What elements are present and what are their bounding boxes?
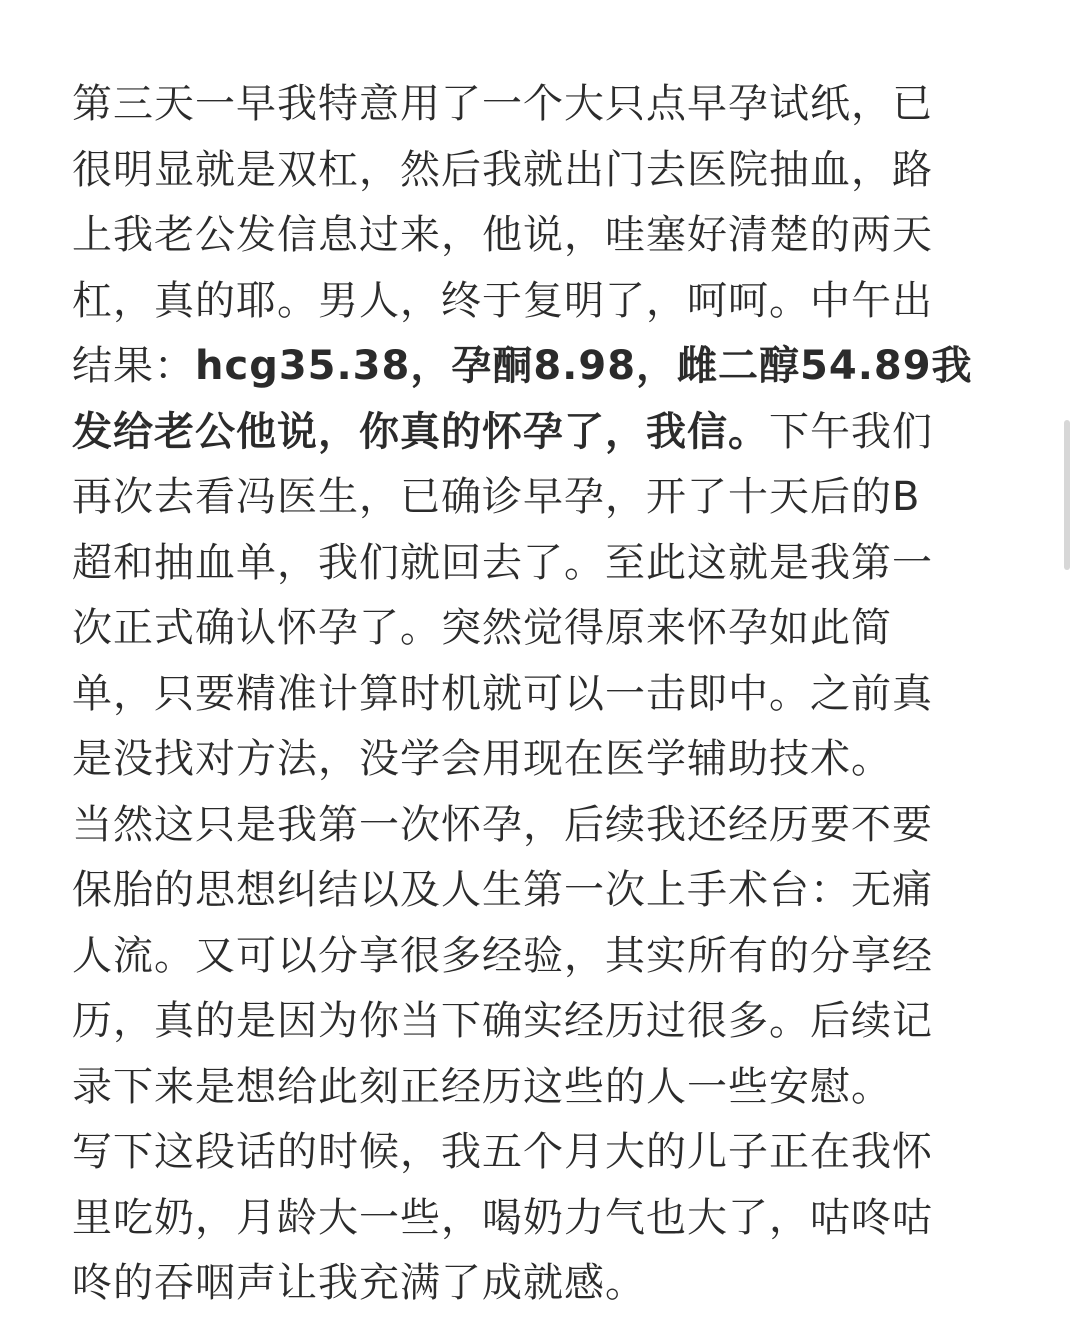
- bold-text-segment: 发给老公他说，你真的怀孕了，我信。: [72, 408, 769, 455]
- text-segment: 杠，真的耶。男人，终于复明了，呵呵。中午出: [72, 277, 933, 324]
- text-segment: 人流。又可以分享很多经验，其实所有的分享经: [72, 932, 933, 979]
- text-segment: 是没找对方法，没学会用现在医学辅助技术。: [72, 736, 892, 782]
- text-segment: 超和抽血单，我们就回去了。至此这就是我第一: [72, 539, 933, 586]
- text-segment: 当然这只是我第一次怀孕，后续我还经历要不要: [72, 801, 933, 848]
- text-line: [72, 400, 992, 466]
- text-line: [72, 1055, 992, 1121]
- text-line: [72, 793, 992, 859]
- text-segment: 再次去看冯医生，已确诊早孕，开了十天后的B: [72, 474, 921, 520]
- text-line: [72, 727, 992, 793]
- text-segment: 历，真的是因为你当下确实经历过很多。后续记: [72, 998, 933, 1044]
- text-line: [72, 203, 992, 269]
- text-segment: 第三天一早我特意用了一个大只点早孕试纸，已: [72, 81, 933, 127]
- text-segment: 上我老公发信息过来，他说，哇塞好清楚的两天: [72, 212, 933, 258]
- text-line: [72, 138, 992, 204]
- text-segment: 写下这段话的时候，我五个月大的儿子正在我怀: [72, 1129, 933, 1175]
- text-segment: 下午我们: [769, 408, 933, 455]
- text-line: [72, 269, 992, 335]
- text-line: [72, 334, 992, 400]
- text-line: [72, 596, 992, 662]
- text-line: [72, 531, 992, 597]
- text-segment: 保胎的思想纠结以及人生第一次上手术台：无痛: [72, 867, 933, 913]
- text-segment: 里吃奶，月龄大一些，喝奶力气也大了，咕咚咕: [72, 1194, 933, 1241]
- text-line: [72, 465, 992, 531]
- text-line: [72, 1251, 992, 1317]
- text-segment: 次正式确认怀孕了。突然觉得原来怀孕如此简: [72, 605, 892, 651]
- scrollbar[interactable]: [1064, 420, 1070, 570]
- text-segment: 录下来是想给此刻正经历这些的人一些安慰。: [72, 1063, 892, 1110]
- text-segment: 很明显就是双杠，然后我就出门去医院抽血，路: [72, 146, 933, 193]
- text-segment: 单，只要精准计算时机就可以一击即中。之前真: [72, 670, 933, 717]
- text-line: [72, 1120, 992, 1186]
- text-line: [72, 858, 992, 924]
- text-line: [72, 1186, 992, 1252]
- text-segment: 咚的吞咽声让我充满了成就感。: [72, 1260, 646, 1306]
- article-body: [72, 72, 992, 1317]
- text-segment: 结果：: [72, 343, 195, 389]
- bold-text-segment: hcg35.38，孕酮8.98，雌二醇54.89我: [195, 343, 973, 389]
- text-line: [72, 989, 992, 1055]
- text-line: [72, 72, 992, 138]
- text-line: [72, 662, 992, 728]
- text-line: [72, 924, 992, 990]
